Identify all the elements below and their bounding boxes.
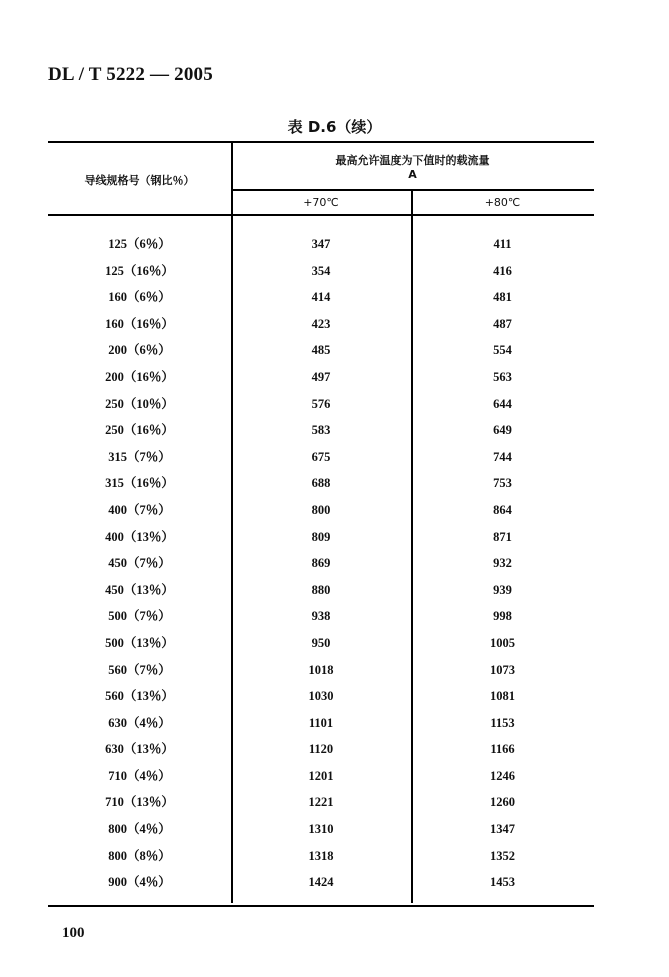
spec-cell: 800（8％）	[108, 848, 171, 863]
table-row	[48, 258, 594, 285]
ampacity-80-cell: 1166	[490, 742, 515, 757]
spec-cell: 400（13％）	[105, 529, 174, 544]
header-group-divider	[231, 189, 594, 191]
spec-cell: 800（4％）	[108, 822, 171, 837]
ampacity-70-cell: 485	[311, 343, 331, 358]
table-row	[48, 337, 594, 364]
spec-cell: 500（13％）	[105, 635, 174, 650]
ampacity-80-cell: 1347	[490, 822, 515, 837]
document-code: DL / T 5222 — 2005	[48, 64, 213, 85]
table-row	[48, 231, 594, 258]
spec-cell: 450（7％）	[108, 556, 171, 571]
current-capacity-table	[48, 141, 594, 907]
ampacity-80-cell: 1073	[490, 662, 515, 677]
spec-cell: 630（4％）	[108, 715, 171, 730]
ampacity-70-cell: 1018	[308, 662, 334, 677]
ampacity-group-header: 最高允许温度为下值时的载流量	[335, 154, 490, 167]
page-number: 100	[62, 925, 85, 941]
table-row	[48, 630, 594, 657]
spec-cell: 630（13％）	[105, 742, 174, 757]
table-title: 表 D.6（续）	[287, 118, 382, 136]
ampacity-70-cell: 1221	[308, 795, 334, 810]
table-row	[48, 843, 594, 870]
table-row	[48, 683, 594, 710]
table-row	[48, 736, 594, 763]
ampacity-70-cell: 347	[311, 237, 331, 251]
table-row	[48, 603, 594, 630]
table-row	[48, 524, 594, 551]
temp-80-header: +80℃	[484, 196, 521, 209]
spec-cell: 710（13％）	[105, 795, 174, 810]
ampacity-70-cell: 414	[311, 290, 331, 305]
ampacity-80-cell: 753	[493, 476, 512, 491]
table-row	[48, 550, 594, 577]
ampacity-70-cell: 1120	[308, 742, 334, 757]
ampacity-80-cell: 932	[493, 556, 512, 571]
ampacity-80-cell: 416	[493, 263, 512, 278]
ampacity-70-cell: 576	[311, 396, 331, 411]
ampacity-70-cell: 1310	[308, 822, 334, 837]
spec-cell: 710（4％）	[108, 768, 171, 783]
table-row	[48, 444, 594, 471]
table-row	[48, 470, 594, 497]
spec-cell: 250（16％）	[105, 423, 174, 438]
ampacity-70-cell: 1318	[308, 848, 334, 863]
table-row	[48, 311, 594, 338]
ampacity-80-cell: 1005	[490, 635, 515, 650]
spec-cell: 250（10％）	[105, 396, 174, 411]
ampacity-70-cell: 1101	[308, 715, 334, 730]
spec-cell: 900（4％）	[108, 875, 171, 890]
table-row	[48, 284, 594, 311]
spec-cell: 125（6％）	[108, 237, 171, 251]
spec-cell: 315（7％）	[108, 449, 171, 464]
ampacity-70-cell: 1030	[308, 689, 334, 704]
table-row	[48, 417, 594, 444]
ampacity-80-cell: 487	[493, 316, 512, 331]
header-bottom-rule	[48, 214, 594, 216]
table-row	[48, 577, 594, 604]
table-row	[48, 869, 594, 896]
ampacity-70-cell: 497	[311, 369, 331, 384]
ampacity-80-cell: 411	[493, 237, 512, 251]
spec-cell: 500（7％）	[108, 609, 171, 624]
ampacity-unit: A	[408, 168, 417, 181]
table-row	[48, 364, 594, 391]
ampacity-70-cell: 675	[311, 449, 331, 464]
ampacity-70-cell: 938	[311, 609, 331, 624]
table-row	[48, 657, 594, 684]
ampacity-70-cell: 1201	[308, 768, 334, 783]
table-row	[48, 710, 594, 737]
ampacity-80-cell: 1453	[490, 875, 515, 890]
ampacity-70-cell: 950	[311, 635, 331, 650]
spec-cell: 200（6％）	[108, 343, 171, 358]
spec-cell: 450（13％）	[105, 582, 174, 597]
spec-cell: 315（16％）	[105, 476, 174, 491]
ampacity-70-cell: 800	[311, 502, 331, 517]
ampacity-70-cell: 809	[311, 529, 331, 544]
spec-cell: 560（13％）	[105, 689, 174, 704]
ampacity-70-cell: 1424	[308, 875, 334, 890]
table-row	[48, 497, 594, 524]
ampacity-80-cell: 1260	[490, 795, 515, 810]
ampacity-80-cell: 649	[493, 423, 512, 438]
spec-cell: 200（16％）	[105, 369, 174, 384]
ampacity-70-cell: 583	[311, 423, 331, 438]
ampacity-80-cell: 481	[493, 290, 512, 305]
spec-cell: 400（7％）	[108, 502, 171, 517]
ampacity-80-cell: 563	[493, 369, 512, 384]
table-row	[48, 816, 594, 843]
temp-70-header: +70℃	[303, 196, 339, 209]
ampacity-80-cell: 864	[493, 502, 512, 517]
ampacity-80-cell: 1246	[490, 768, 515, 783]
ampacity-70-cell: 880	[311, 582, 331, 597]
spec-cell: 160（6％）	[108, 290, 171, 305]
ampacity-80-cell: 1352	[490, 848, 515, 863]
table-row	[48, 763, 594, 790]
ampacity-70-cell: 688	[311, 476, 331, 491]
ampacity-80-cell: 871	[493, 529, 512, 544]
spec-cell: 125（16％）	[105, 263, 174, 278]
table-body	[48, 231, 594, 896]
ampacity-70-cell: 354	[311, 263, 331, 278]
ampacity-80-cell: 744	[493, 449, 512, 464]
ampacity-70-cell: 869	[311, 556, 331, 571]
table-row	[48, 391, 594, 418]
ampacity-80-cell: 1153	[490, 715, 515, 730]
ampacity-80-cell: 1081	[490, 689, 515, 704]
ampacity-70-cell: 423	[311, 316, 331, 331]
table-row	[48, 789, 594, 816]
ampacity-80-cell: 998	[493, 609, 512, 624]
ampacity-80-cell: 644	[493, 396, 512, 411]
ampacity-80-cell: 939	[493, 582, 512, 597]
ampacity-80-cell: 554	[493, 343, 512, 358]
spec-cell: 560（7％）	[108, 662, 171, 677]
spec-cell: 160（16％）	[105, 316, 174, 331]
spec-column-header: 导线规格号（钢比％）	[84, 174, 195, 187]
